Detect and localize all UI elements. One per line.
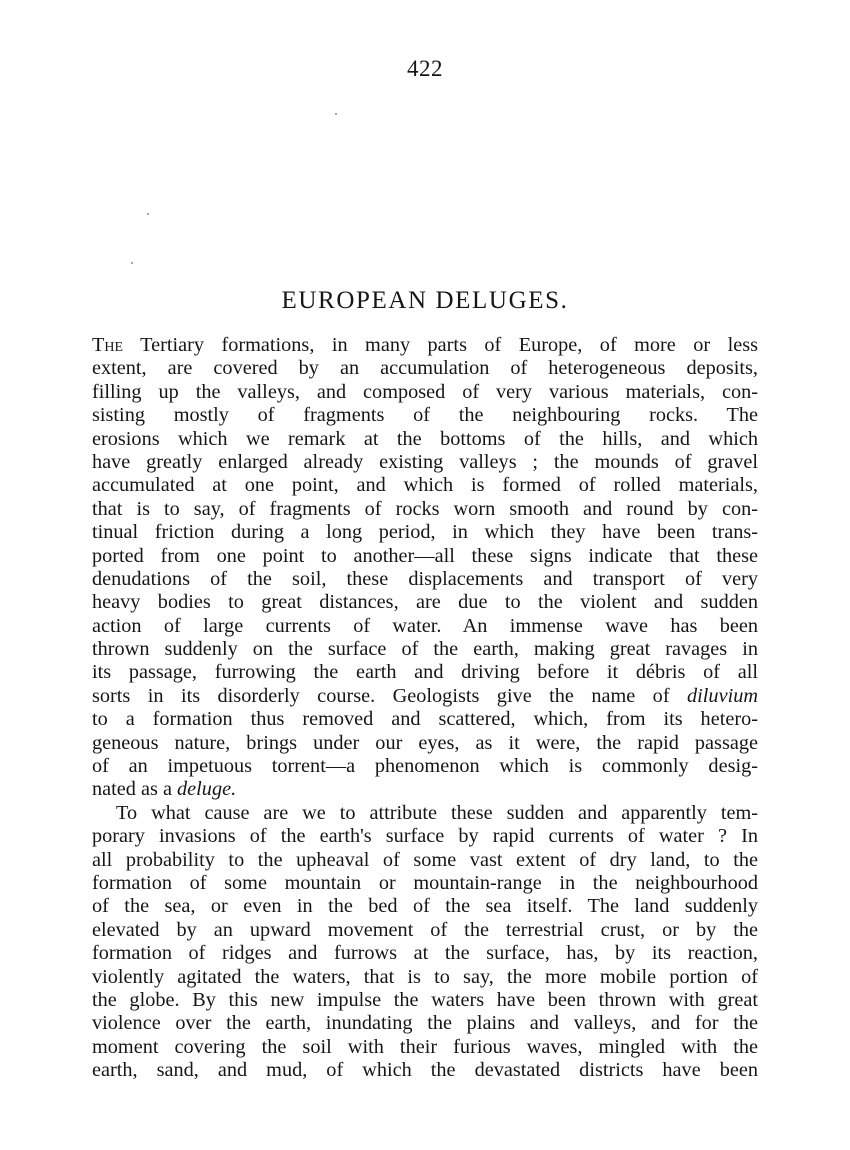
- text-line: violently agitated the waters, that is to say, the more mobile portion of: [92, 965, 758, 988]
- body-text: [92, 334, 758, 1083]
- text-line: moment covering the soil with their furious waves, mingled with the: [92, 1035, 758, 1058]
- print-speck: [131, 262, 133, 264]
- line-text: sorts in its disorderly course. Geologists give the name of: [92, 684, 688, 707]
- text-line: geneous nature, brings under our eyes, as it were, the rapid passage: [92, 731, 758, 754]
- text-line: [92, 685, 758, 708]
- line-text: nated as a: [92, 778, 178, 801]
- text-line: have greatly enlarged already existing valleys ; the mounds of gravel: [92, 450, 758, 473]
- text-line: tinual friction during a long period, in which they have been trans-: [92, 521, 758, 544]
- italic-term: diluvium: [687, 684, 758, 707]
- text-line: erosions which we remark at the bottoms of the hills, and which: [92, 427, 758, 450]
- text-line: formation of ridges and furrows at the surface, has, by its reaction,: [92, 942, 758, 965]
- paragraph-1: [92, 334, 758, 802]
- text-line: thrown suddenly on the surface of the earth, making great ravages in: [92, 638, 758, 661]
- text-line: the globe. By this new impulse the waters have been thrown with great: [92, 988, 758, 1011]
- text-line: of the sea, or even in the bed of the sea itself. The land suddenly: [92, 895, 758, 918]
- text-line: [92, 778, 758, 801]
- text-line: [92, 334, 758, 357]
- text-line: sisting mostly of fragments of the neighbouring rocks. The: [92, 404, 758, 427]
- text-line: denudations of the soil, these displacements and transport of very: [92, 567, 758, 590]
- page-number: 422: [407, 56, 443, 81]
- drop-lead-word: The: [92, 334, 124, 356]
- italic-term: deluge.: [177, 778, 237, 801]
- text-line: of an impetuous torrent—a phenomenon which is commonly desig-: [92, 755, 758, 778]
- text-line: To what cause are we to attribute these sudden and apparently tem-: [116, 801, 758, 824]
- text-line: porary invasions of the earth's surface by rapid currents of water ? In: [92, 825, 758, 848]
- text-line: to a formation thus removed and scattered, which, from its hetero-: [92, 708, 758, 731]
- text-line: all probability to the upheaval of some vast extent of dry land, to the: [92, 848, 758, 871]
- text-line: accumulated at one point, and which is formed of rolled materials,: [92, 474, 758, 497]
- text-line: formation of some mountain or mountain-range in the neighbourhood: [92, 871, 758, 894]
- text-line: ported from one point to another—all these signs indicate that these: [92, 544, 758, 567]
- line-text: Tertiary formations, in many parts of Europe, of more or less: [123, 334, 758, 356]
- text-line: extent, are covered by an accumulation of heterogeneous deposits,: [92, 357, 758, 380]
- text-line: its passage, furrowing the earth and driving before it débris of all: [92, 661, 758, 684]
- text-line: filling up the valleys, and composed of very various materials, con-: [92, 380, 758, 403]
- print-speck: [335, 113, 337, 115]
- text-line: violence over the earth, inundating the plains and valleys, and for the: [92, 1012, 758, 1035]
- text-line: that is to say, of fragments of rocks worn smooth and round by con-: [92, 497, 758, 520]
- chapter-heading: EUROPEAN DELUGES.: [281, 287, 569, 314]
- text-line: action of large currents of water. An immense wave has been: [92, 614, 758, 637]
- text-line: elevated by an upward movement of the terrestrial crust, or by the: [92, 918, 758, 941]
- text-line: earth, sand, and mud, of which the devastated districts have been: [92, 1059, 758, 1082]
- print-speck: [147, 213, 149, 215]
- text-line: heavy bodies to great distances, are due to the violent and sudden: [92, 591, 758, 614]
- paragraph-2: [92, 802, 758, 1083]
